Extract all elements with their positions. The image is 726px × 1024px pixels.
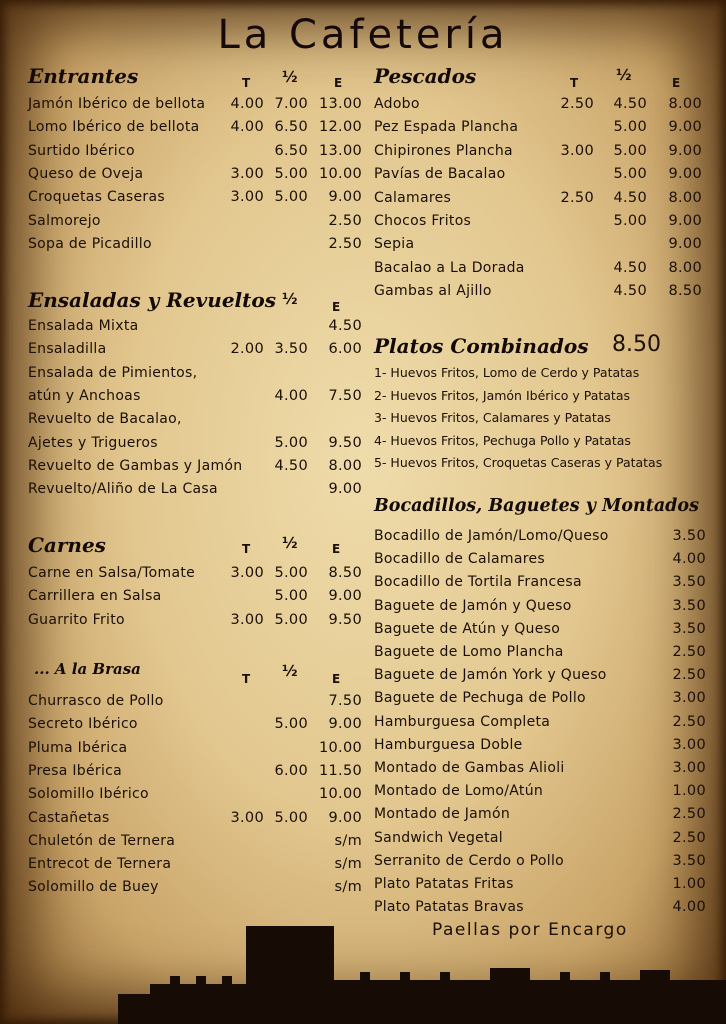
item-price: 3.50: [672, 597, 706, 614]
carnes-item: [28, 585, 362, 608]
item-name: Revuelto de Bacalao,: [28, 411, 182, 428]
price-e: 8.50: [328, 565, 362, 581]
item-name: Ensalada de Pimientos,: [28, 364, 198, 381]
bocadillo-item: [374, 664, 706, 687]
ensaladas-item: [28, 408, 362, 431]
item-name: Serranito de Cerdo o Pollo: [374, 852, 565, 869]
price-half: 6.00: [274, 762, 308, 779]
price-e: 9.50: [328, 434, 362, 451]
item-name: Secreto Ibérico: [28, 716, 138, 733]
price-half: 5.00: [613, 166, 647, 183]
item-name: Presa Ibérica: [28, 762, 123, 779]
item-name: Sandwich Vegetal: [374, 829, 503, 846]
header-half: ½: [282, 534, 298, 552]
price-e: 7.50: [328, 693, 362, 709]
pescados-item: [374, 257, 702, 280]
footer-note: Paellas por Encargo: [432, 920, 628, 940]
price-e: s/m: [334, 879, 362, 896]
item-name: Ensalada Mixta: [28, 318, 139, 334]
brasa-item: [28, 783, 362, 806]
item-name: Jamón Ibérico de bellota: [28, 96, 206, 112]
price-half: 5.00: [274, 565, 308, 581]
price-e: 6.00: [328, 341, 362, 358]
brasa-item: [28, 807, 362, 830]
item-price: 2.50: [672, 644, 706, 660]
price-e: 9.00: [328, 189, 362, 206]
price-half: 4.50: [613, 96, 647, 112]
price-half: 5.00: [274, 588, 308, 605]
price-e: 2.50: [328, 212, 362, 229]
item-price: 4.00: [672, 551, 706, 568]
price-half: 6.50: [274, 142, 308, 159]
item-price: 3.50: [672, 528, 706, 544]
price-t: 3.00: [230, 189, 264, 206]
brasa-item: [28, 830, 362, 853]
item-price: 1.00: [672, 783, 706, 800]
header-t: T: [570, 76, 579, 90]
bocadillo-item: [374, 687, 706, 710]
item-price: 3.00: [672, 736, 706, 753]
item-price: 3.00: [672, 690, 706, 707]
item-name: Baguete de Jamón York y Queso: [374, 667, 607, 684]
ensaladas-item: [28, 362, 362, 385]
price-half: 7.00: [274, 96, 308, 112]
price-e: 9.00: [328, 716, 362, 733]
item-name: Baguete de Jamón y Queso: [374, 597, 572, 614]
section-title-entrantes: Entrantes: [28, 64, 139, 88]
item-name: Chuletón de Ternera: [28, 832, 176, 849]
bocadillo-item: [374, 548, 706, 571]
item-name: Salmorejo: [28, 212, 101, 229]
bocadillo-item: [374, 595, 706, 618]
item-name: Pluma Ibérica: [28, 739, 128, 756]
bocadillo-item: [374, 525, 706, 548]
ensaladas-item: [28, 455, 362, 478]
pescados-item: [374, 187, 702, 210]
header-half: ½: [282, 290, 298, 308]
price-e: 8.00: [668, 189, 702, 206]
item-name: Solomillo Ibérico: [28, 786, 149, 803]
price-e: 7.50: [328, 387, 362, 404]
item-name: Carrillera en Salsa: [28, 588, 162, 605]
item-name: Baguete de Lomo Plancha: [374, 644, 564, 660]
entrantes-item: [28, 210, 362, 233]
pescados-item: [374, 116, 702, 139]
item-price: 3.00: [672, 760, 706, 776]
item-name: Hamburguesa Completa: [374, 713, 551, 730]
ensaladas-item: [28, 385, 362, 408]
item-name: Sopa de Picadillo: [28, 235, 152, 252]
price-e: s/m: [334, 856, 362, 873]
item-name: Bocadillo de Tortila Francesa: [374, 574, 582, 591]
item-price: 2.50: [672, 806, 706, 823]
item-name: atún y Anchoas: [28, 387, 141, 404]
item-name: Bacalao a La Dorada: [374, 259, 525, 276]
bocadillo-item: [374, 827, 706, 850]
bocadillo-item: [374, 850, 706, 873]
bocadillo-item: [374, 780, 706, 803]
price-e: 10.00: [318, 739, 362, 756]
price-t: 3.00: [230, 809, 264, 826]
price-half: 5.00: [613, 142, 647, 159]
brasa-item: [28, 737, 362, 760]
item-price: 4.00: [672, 899, 706, 916]
item-name: Montado de Gambas Alioli: [374, 760, 565, 776]
entrantes-item: [28, 233, 362, 256]
item-name: Bocadillo de Jamón/Lomo/Queso: [374, 528, 609, 544]
header-e: E: [334, 76, 343, 90]
price-t: 2.50: [560, 96, 594, 112]
header-half: ½: [616, 66, 632, 84]
price-e: 9.00: [668, 166, 702, 183]
price-e: 13.00: [318, 142, 362, 159]
bocadillo-item: [374, 711, 706, 734]
price-t: 3.00: [230, 165, 264, 182]
carnes-item: [28, 609, 362, 632]
bocadillo-item: [374, 896, 706, 919]
price-e: 2.50: [328, 235, 362, 252]
item-name: Revuelto/Aliño de La Casa: [28, 481, 218, 498]
item-name: Montado de Jamón: [374, 806, 511, 823]
brasa-item: [28, 713, 362, 736]
header-e: E: [332, 542, 341, 556]
item-name: Plato Patatas Fritas: [374, 876, 514, 892]
price-half: 4.50: [274, 457, 308, 474]
bocadillo-item: [374, 641, 706, 664]
item-name: Solomillo de Buey: [28, 879, 159, 896]
item-price: 2.50: [672, 667, 706, 684]
price-half: 4.00: [274, 387, 308, 404]
entrantes-item: [28, 163, 362, 186]
item-name: Lomo Ibérico de bellota: [28, 119, 200, 136]
header-half: ½: [282, 68, 298, 86]
header-e: E: [672, 76, 681, 90]
price-e: 9.00: [668, 213, 702, 229]
header-half: ½: [282, 662, 298, 680]
bocadillo-item: [374, 734, 706, 757]
pescados-item: [374, 93, 702, 116]
price-half: 4.50: [613, 259, 647, 276]
bocadillo-item: [374, 757, 706, 780]
item-name: Baguete de Pechuga de Pollo: [374, 690, 586, 707]
price-e: 8.00: [668, 259, 702, 276]
price-e: 12.00: [318, 119, 362, 136]
price-half: 6.50: [274, 119, 308, 136]
item-name: Pavías de Bacalao: [374, 166, 506, 183]
carnes-item: [28, 562, 362, 585]
brasa-item: [28, 876, 362, 899]
item-name: Chocos Fritos: [374, 213, 472, 229]
item-name: Bocadillo de Calamares: [374, 551, 545, 568]
price-e: 8.00: [668, 96, 702, 112]
menu-title: La Cafetería: [217, 12, 509, 58]
item-name: Queso de Oveja: [28, 165, 144, 182]
price-e: 10.00: [318, 786, 362, 803]
section-title-brasa: ... A la Brasa: [34, 660, 141, 678]
item-name: Pez Espada Plancha: [374, 119, 519, 136]
left-column: [28, 0, 368, 1024]
item-price: 3.50: [672, 852, 706, 869]
bocadillo-item: [374, 571, 706, 594]
bocadillo-item: [374, 618, 706, 641]
ensaladas-item: [28, 315, 362, 338]
section-title-bocadillos: Bocadillos, Baguetes y Montados: [374, 496, 699, 516]
item-price: 3.50: [672, 574, 706, 591]
brasa-item: [28, 853, 362, 876]
entrantes-item: [28, 140, 362, 163]
item-name: Castañetas: [28, 809, 110, 826]
price-e: s/m: [334, 832, 362, 849]
item-name: Baguete de Atún y Queso: [374, 620, 561, 637]
item-name: Calamares: [374, 189, 452, 206]
item-name: Hamburguesa Doble: [374, 736, 523, 753]
item-price: 2.50: [672, 829, 706, 846]
item-name: Croquetas Caseras: [28, 189, 165, 206]
price-half: 5.00: [274, 165, 308, 182]
item-name: Surtido Ibérico: [28, 142, 135, 159]
pescados-item: [374, 280, 702, 303]
item-name: Guarrito Frito: [28, 611, 125, 628]
item-name: Adobo: [374, 96, 420, 112]
price-half: 5.00: [274, 189, 308, 206]
price-half: 5.00: [274, 809, 308, 826]
right-column: [374, 0, 708, 1024]
brasa-item: [28, 690, 362, 713]
price-t: 3.00: [230, 565, 264, 581]
ensaladas-item: [28, 478, 362, 501]
item-name: Revuelto de Gambas y Jamón: [28, 457, 243, 474]
bocadillo-item: [374, 803, 706, 826]
price-t: 3.00: [560, 142, 594, 159]
item-name: Sepia: [374, 236, 415, 253]
section-title-pescados: Pescados: [374, 64, 477, 88]
price-half: 5.00: [274, 611, 308, 628]
header-t: T: [242, 542, 251, 556]
price-half: 4.50: [613, 189, 647, 206]
price-e: 9.00: [668, 142, 702, 159]
price-t: 2.00: [230, 341, 264, 358]
price-e: 8.50: [668, 283, 702, 300]
header-e: E: [332, 300, 341, 314]
entrantes-item: [28, 116, 362, 139]
plato-item: 4- Huevos Fritos, Pechuga Pollo y Patatas: [374, 432, 631, 448]
pescados-item: [374, 233, 702, 256]
price-e: 11.50: [318, 762, 362, 779]
item-name: Churrasco de Pollo: [28, 693, 164, 709]
item-price: 3.50: [672, 620, 706, 637]
section-title-carnes: Carnes: [28, 533, 106, 557]
item-name: Ajetes y Trigueros: [28, 434, 158, 451]
price-e: 8.00: [328, 457, 362, 474]
pescados-item: [374, 210, 702, 233]
price-t: 4.00: [230, 119, 264, 136]
price-half: 5.00: [613, 213, 647, 229]
price-half: 5.00: [274, 434, 308, 451]
platos-price: 8.50: [612, 332, 661, 357]
price-half: 5.00: [274, 716, 308, 733]
plato-item: 5- Huevos Fritos, Croquetas Caseras y Patatas: [374, 455, 663, 470]
plato-item: 3- Huevos Fritos, Calamares y Patatas: [374, 410, 611, 425]
header-e: E: [332, 672, 341, 686]
price-e: 13.00: [318, 96, 362, 112]
ensaladas-item: [28, 338, 362, 361]
price-e: 9.00: [668, 119, 702, 136]
item-price: 1.00: [672, 876, 706, 892]
brasa-item: [28, 760, 362, 783]
section-title-platos: Platos Combinados: [374, 334, 589, 358]
price-e: 9.00: [328, 588, 362, 605]
price-half: 3.50: [274, 341, 308, 358]
item-name: Chipirones Plancha: [374, 142, 513, 159]
price-half: 5.00: [613, 119, 647, 136]
header-t: T: [242, 76, 251, 90]
item-name: Montado de Lomo/Atún: [374, 783, 544, 800]
price-e: 9.00: [328, 481, 362, 498]
entrantes-item: [28, 93, 362, 116]
pescados-item: [374, 163, 702, 186]
item-name: Entrecot de Ternera: [28, 856, 172, 873]
plato-item: 1- Huevos Fritos, Lomo de Cerdo y Patatas: [374, 365, 640, 380]
price-e: 9.00: [668, 236, 702, 253]
section-title-ensaladas: Ensaladas y Revueltos: [28, 288, 276, 312]
price-e: 9.00: [328, 809, 362, 826]
entrantes-item: [28, 186, 362, 209]
ensaladas-item: [28, 432, 362, 455]
item-name: Carne en Salsa/Tomate: [28, 565, 196, 581]
price-e: 9.50: [328, 611, 362, 628]
bocadillo-item: [374, 873, 706, 896]
item-name: Gambas al Ajillo: [374, 283, 492, 300]
price-e: 4.50: [328, 318, 362, 334]
item-name: Plato Patatas Bravas: [374, 899, 524, 916]
plato-item: 2- Huevos Fritos, Jamón Ibérico y Patatas: [374, 387, 631, 403]
price-half: 4.50: [613, 283, 647, 300]
price-t: 2.50: [560, 189, 594, 206]
pescados-item: [374, 140, 702, 163]
price-t: 4.00: [230, 96, 264, 112]
item-name: Ensaladilla: [28, 341, 107, 358]
price-t: 3.00: [230, 611, 264, 628]
price-e: 10.00: [318, 165, 362, 182]
header-t: T: [242, 672, 251, 686]
item-price: 2.50: [672, 713, 706, 730]
